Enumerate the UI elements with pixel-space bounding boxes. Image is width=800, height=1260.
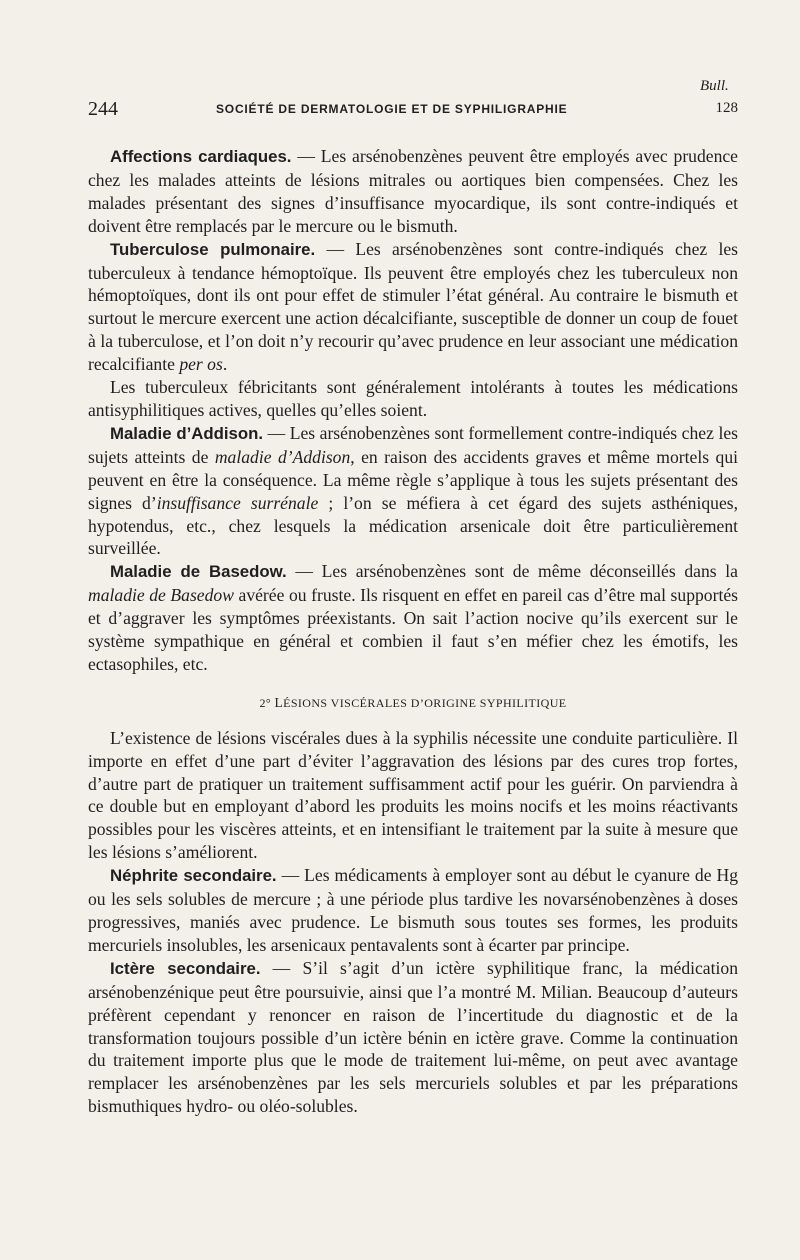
paragraph-heading: Maladie d’Addison. [110,423,264,443]
paragraph-affections-cardiaques [88,145,738,238]
section-title-rest: ÉSIONS VISCÉRALES D’ORIGINE SYPHILITIQUE [283,695,567,710]
page-number: 244 [88,98,118,120]
italic-text: maladie d’Addison [214,446,351,467]
page-header [88,98,738,122]
paragraph-text: , en raison des accidents graves et même mortels qui peuvent en être la conséquence. La même règle s’applique à tous les sujets présentant des signes d’ [88,446,738,513]
paragraph-heading: Ictère secondaire. [110,958,261,978]
paragraph-basedow [88,560,738,676]
paragraph-text: — Les arsénobenzènes sont formellement contre-indiqués chez les sujets atteints de [88,422,738,467]
paragraph-heading: Tuberculose pulmonaire. [110,239,316,259]
paragraph-tuberculose [88,238,738,376]
bull-mark: Bull. [700,78,729,94]
section-title [88,692,738,715]
paragraph-text: — Les arsénobenzènes sont de même déconseillés dans la [286,561,738,582]
paragraph-text: Les tuberculeux fébricitants sont généralement intolérants à toutes les médications antisyphilitiques actives, quelles qu’elles soient. [88,377,738,420]
italic-text: per os [179,354,223,375]
paragraph-text-tail: . [222,354,228,375]
italic-text: insuffisance surrénale [156,492,319,513]
paragraph-addison [88,422,738,560]
running-title: SOCIÉTÉ DE DERMATOLOGIE ET DE SYPHILIGRAPHIE [216,102,568,116]
paragraph-febricitants [88,376,738,422]
paragraph-text: — Les arsénobenzènes sont contre-indiqués chez les tuberculeux à tendance hémoptoïque. Ils peuvent être employés chez les tuberculeux non hémoptoïques, dont ils ont pour effet de stimuler l’état général. Au contraire le bismuth et surtout le mercure exercent une action décalcifiante, susceptible de donner un coup de fouet à la tuberculose, et l’on doit n’y recourir qu’avec prudence en leur associant une médication recalcifiante [88,238,738,375]
paragraph-text-tail: avérée ou fruste. Ils risquent en effet en pareil cas d’être mal supportés et d’aggraver les symptômes préexistants. On sait l’action nocive qu’ils exercent sur le système sympathique en général et combien il faut s’en méfier chez les émotifs, les ectasophiles, etc. [88,585,738,674]
section-title-initial: L [274,694,284,710]
paragraph-text: — Les médicaments à employer sont au début le cyanure de Hg ou les sels solubles de mercure ; à une période plus tardive les novarsénobenzènes à doses progressives, maniés avec prudence. Le bismuth sous toutes ses formes, les produits mercuriels insolubles, les arsenicaux pentavalents sont à écarter par principe. [88,865,738,955]
paragraph-lesions-intro [88,727,738,864]
sheet-number: 128 [715,100,738,116]
section-number: 2° [259,695,275,710]
italic-text: maladie de Basedow [88,585,234,606]
paragraph-heading: Maladie de Basedow. [110,562,287,582]
paragraph-heading: Néphrite secondaire. [110,866,277,886]
article-body [88,145,738,1118]
paragraph-text-tail: ; l’on se méfiera à cet égard des sujets asthéniques, hypotendus, etc., chez lesquels la médication arsenicale doit être particulièrement surveillée. [88,492,738,559]
paragraph-text: — Les arsénobenzènes peuvent être employés avec prudence chez les malades atteints de lésions mitrales ou aortiques bien compensées. Chez les malades présentant des signes d’insuffisance myocardique, ils sont contre-indiqués et doivent être remplacés par le mercure ou le bismuth. [88,146,738,236]
paragraph-text: — S’il s’agit d’un ictère syphilitique franc, la médication arsénobenzénique peut être poursuivie, ainsi que l’a montré M. Milian. Beaucoup d’auteurs préfèrent cependant y renoncer en raison de l’incertitude du diagnostic et de la transformation toujours possible d’un ictère bénin en ictère grave. Comme la continuation du traitement importe plus que le mode de traitement lui-même, on peut avec avantage remplacer les arsénobenzènes par les sels mercuriels solubles et par les préparations bismuthiques hydro- ou oléo-solubles. [88,957,738,1117]
paragraph-heading: Affections cardiaques. [110,147,292,166]
paragraph-ictere [88,957,738,1118]
paragraph-text: L’existence de lésions viscérales dues à la syphilis nécessite une conduite particulière. Il importe en effet d’une part d’éviter l’aggravation des lésions par des cures trop fortes, d’autre part de pratiquer un traitement suffisamment actif pour les guérir. On parviendra à ce double but en employant d’abord les produits les moins nocifs et les moins réactivants possibles pour les viscères atteints, et en intensifiant le traitement par la suite à mesure que les lésions s’améliorent. [88,727,738,863]
paragraph-nephrite [88,864,738,957]
